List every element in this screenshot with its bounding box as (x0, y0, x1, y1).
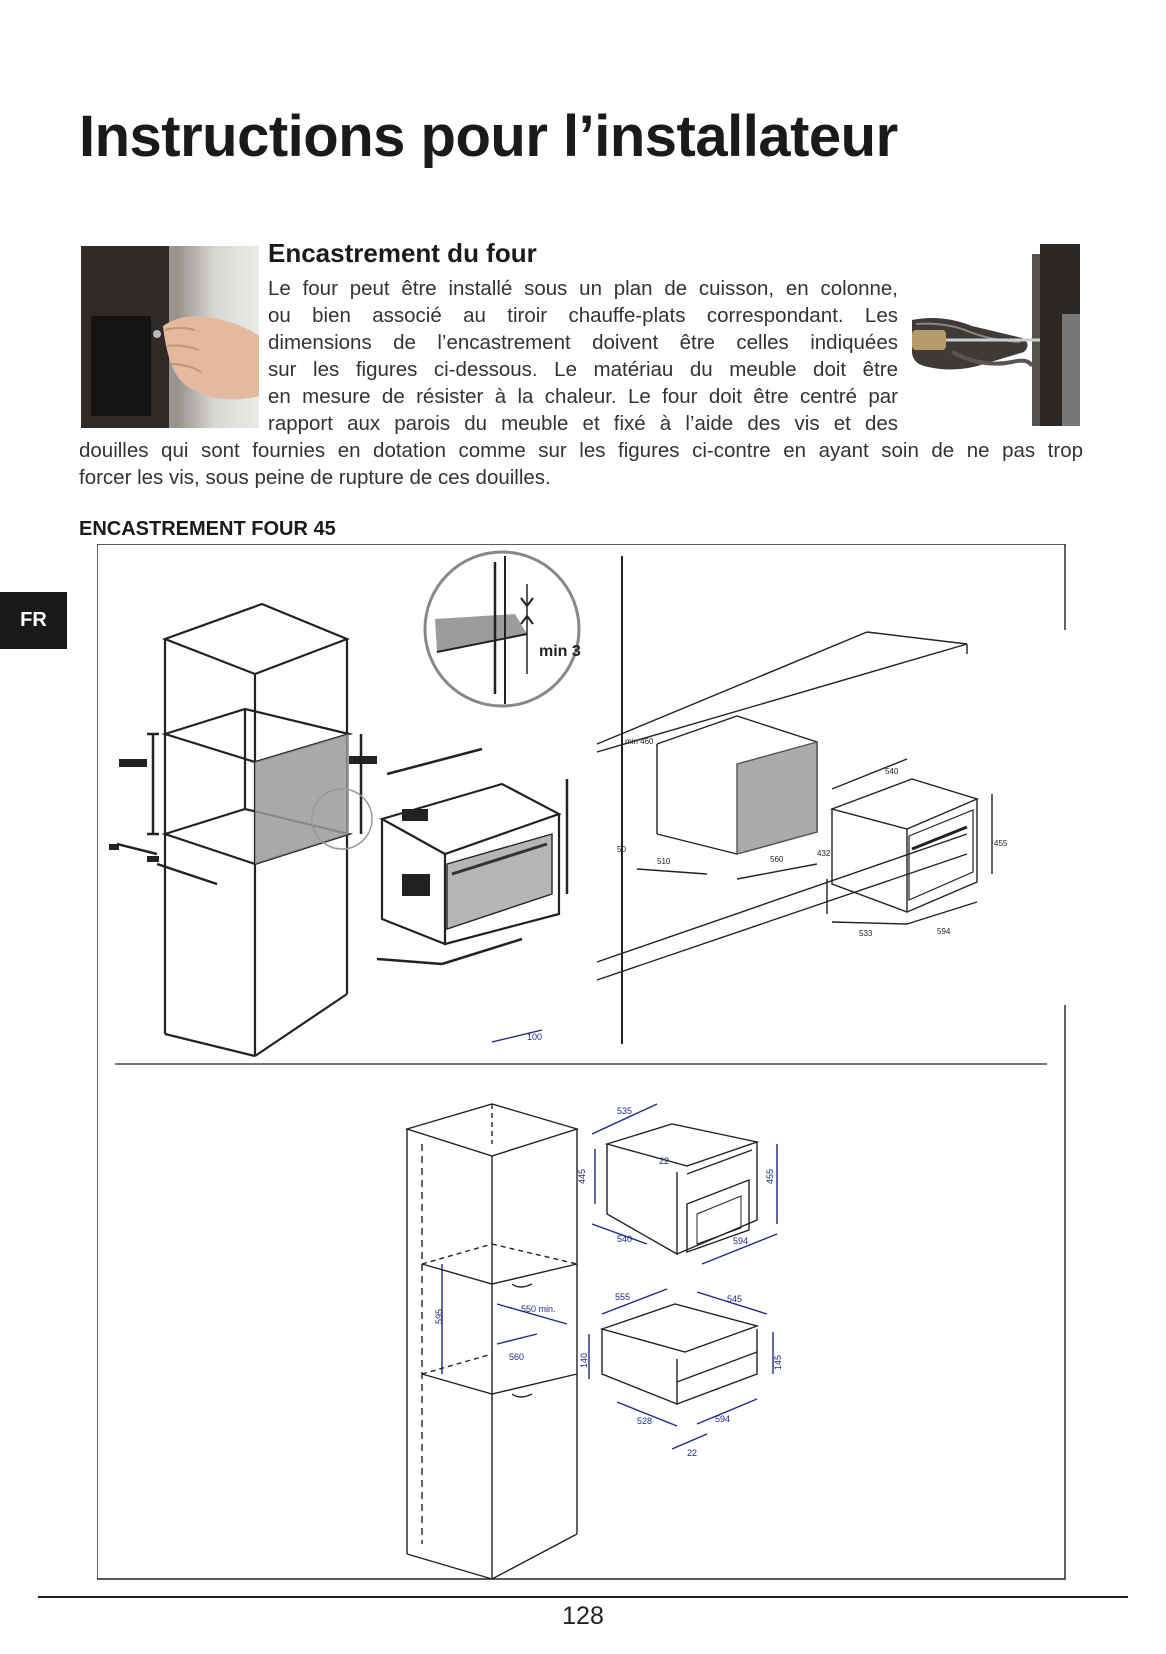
svg-text:140: 140 (579, 1352, 589, 1368)
svg-text:528: 528 (637, 1416, 653, 1426)
svg-text:455: 455 (765, 1168, 775, 1184)
fixing-detail-magnifier (425, 552, 581, 706)
body-text-line: ou bien associé au tiroir chauffe-plats correspondant. Les (268, 304, 898, 327)
svg-text:432: 432 (817, 849, 831, 858)
svg-text:510: 510 (657, 857, 671, 866)
body-text-line: dimensions de l’encastrement doivent être celles indiquées (268, 331, 898, 354)
svg-text:594: 594 (715, 1414, 731, 1424)
hand-screw-photo-left (81, 246, 259, 428)
svg-text:595: 595 (434, 1308, 444, 1324)
body-text-line: rapport aux parois du meuble et fixé à l’aide des vis et des (268, 412, 898, 435)
page-title: Instructions pour l’installateur (79, 104, 898, 169)
svg-text:455: 455 (994, 839, 1008, 848)
svg-text:550 min.: 550 min. (521, 1304, 556, 1314)
oven-compact-drawing (377, 749, 567, 964)
body-text-line: sur les figures ci-dessous. Le matériau du meuble doit être (268, 358, 898, 381)
installation-photo-right (912, 244, 1082, 426)
svg-text:560: 560 (509, 1352, 525, 1362)
svg-text:533: 533 (859, 929, 873, 938)
warming-drawer-drawing (589, 1289, 773, 1449)
body-text-line: forcer les vis, sous peine de rupture de ces douilles. (79, 466, 551, 489)
svg-text:445: 445 (577, 1168, 587, 1184)
svg-text:540: 540 (885, 767, 899, 776)
column-dimension-labels (434, 1032, 556, 1362)
svg-text:540: 540 (617, 1234, 633, 1244)
installation-photo-left (81, 246, 259, 428)
svg-text:145: 145 (773, 1354, 783, 1370)
svg-text:555: 555 (615, 1292, 631, 1302)
svg-text:560: 560 (770, 855, 784, 864)
svg-text:594: 594 (937, 927, 951, 936)
footer-rule (38, 1596, 1128, 1598)
column-cabinet-drawing (165, 604, 349, 1056)
installation-diagram-svg (97, 544, 1067, 1581)
svg-text:594: 594 (733, 1236, 749, 1246)
svg-text:50: 50 (617, 845, 626, 854)
svg-text:100: 100 (527, 1032, 543, 1042)
svg-text:22: 22 (659, 1156, 670, 1166)
body-text-line: douilles qui sont fournies en dotation comme sur les figures ci-contre en ayant soin de ne pas trop (79, 439, 1083, 462)
svg-text:22: 22 (687, 1448, 698, 1458)
page-number: 128 (562, 1602, 604, 1630)
diagram-frame-border (97, 544, 1065, 1579)
body-text-line: Le four peut être installé sous un plan de cuisson, en colonne, (268, 277, 898, 300)
svg-text:535: 535 (617, 1106, 633, 1116)
language-tab: FR (0, 592, 67, 649)
svg-text:min 460: min 460 (625, 737, 654, 746)
body-text-line: en mesure de résister à la chaleur. Le four doit être centré par (268, 385, 898, 408)
section-title: Encastrement du four (268, 238, 537, 268)
diagram-heading: ENCASTREMENT FOUR 45 (79, 518, 336, 540)
installation-diagram (97, 544, 1067, 1581)
detail-label: min 3 (539, 643, 581, 660)
svg-text:545: 545 (727, 1294, 743, 1304)
under-counter-drawing (597, 632, 992, 980)
screwdriver-photo-right (912, 244, 1082, 426)
